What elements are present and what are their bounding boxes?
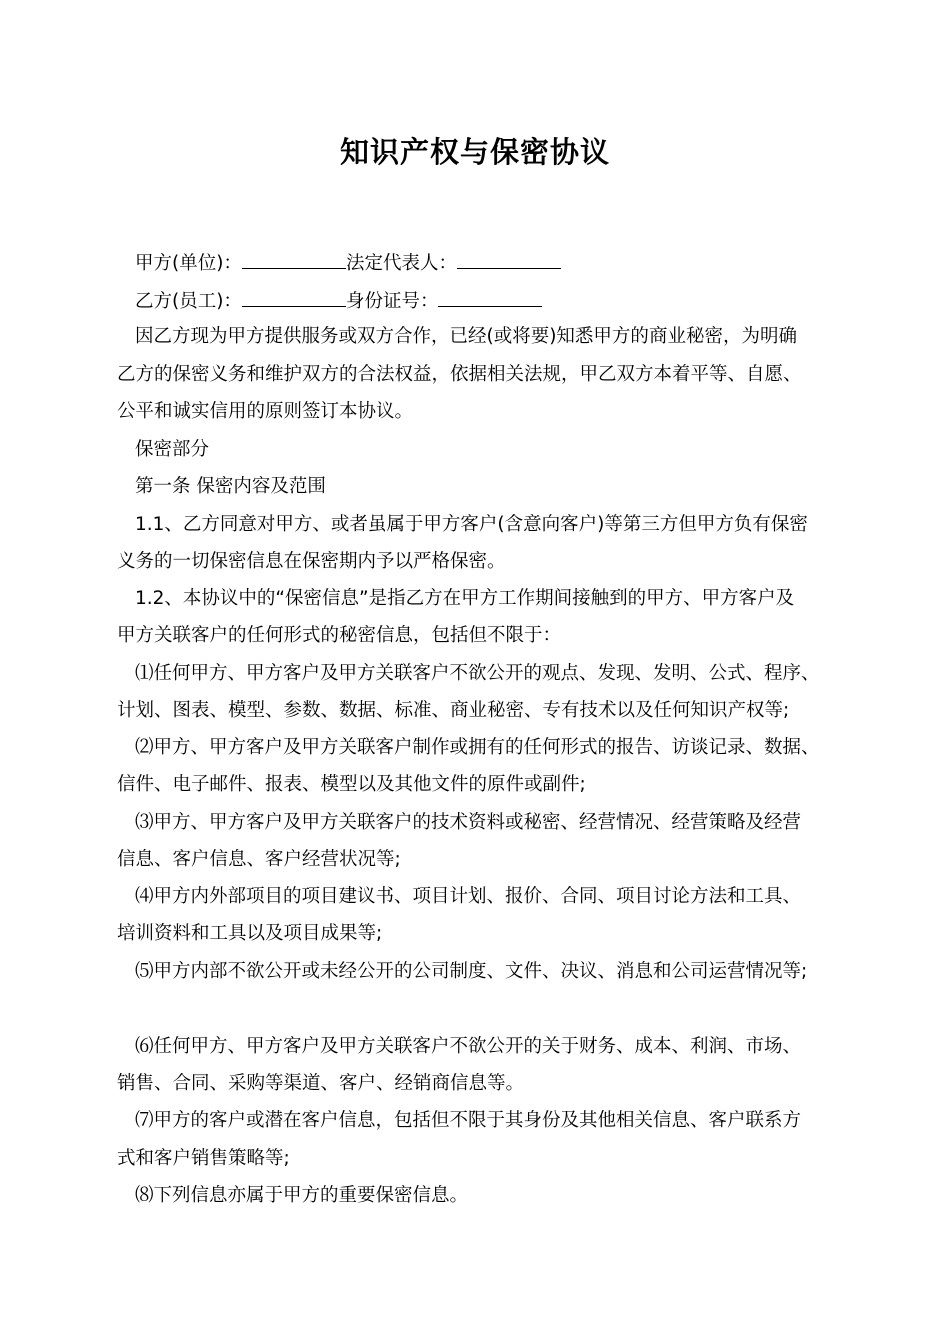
party-b-line	[135, 288, 542, 316]
list-item: ⑸甲方内部不欲公开或未经公开的公司制度、文件、决议、消息和公司运营情况等;	[135, 961, 808, 982]
list-item-continued: 计划、图表、模型、参数、数据、标准、商业秘密、专有技术以及任何知识产权等;	[117, 700, 790, 721]
list-item: ⑺甲方的客户或潜在客户信息，包括但不限于其身份及其他相关信息、客户联系方	[135, 1110, 802, 1131]
body-line: 义务的一切保密信息在保密期内予以严格保密。	[117, 551, 506, 572]
list-item-continued: 信件、电子邮件、报表、模型以及其他文件的原件或副件;	[117, 774, 586, 795]
body-line: 1.2、本协议中的“保密信息”是指乙方在甲方工作期间接触到的甲方、甲方客户及	[135, 588, 795, 609]
body-line: 甲方关联客户的任何形式的秘密信息，包括但不限于：	[117, 625, 562, 646]
party-a-line	[135, 250, 561, 278]
body-line: 乙方的保密义务和维护双方的合法权益，依据相关法规，甲乙双方本着平等、自愿、	[117, 364, 802, 385]
list-item-continued: 式和客户销售策略等;	[117, 1148, 290, 1169]
body-line: 1.1、乙方同意对甲方、或者虽属于甲方客户(含意向客户)等第三方但甲方负有保密	[135, 514, 808, 535]
list-item-continued: 销售、合同、采购等渠道、客户、经销商信息等。	[117, 1073, 525, 1094]
party-a-blank	[242, 250, 346, 269]
list-item-continued: 培训资料和工具以及项目成果等;	[117, 923, 383, 944]
party-b-label: 乙方(员工)：	[135, 291, 242, 312]
list-item-continued: 信息、客户信息、客户经营状况等;	[117, 849, 401, 870]
list-item: ⑶甲方、甲方客户及甲方关联客户的技术资料或秘密、经营情况、经营策略及经营	[135, 812, 802, 833]
party-b-id-blank	[438, 288, 542, 307]
list-item: ⑷甲方内外部项目的项目建议书、项目计划、报价、合同、项目讨论方法和工具、	[135, 886, 802, 907]
party-b-blank	[242, 288, 346, 307]
section-heading: 保密部分	[135, 439, 210, 460]
body-line: 因乙方现为甲方提供服务或双方合作，已经(或将要)知悉甲方的商业秘密，为明确	[135, 326, 797, 347]
party-a-rep-label: 法定代表人：	[345, 253, 457, 274]
list-item: ⑹任何甲方、甲方客户及甲方关联客户不欲公开的关于财务、成本、利润、市场、	[135, 1036, 802, 1057]
list-item: ⑵甲方、甲方客户及甲方关联客户制作或拥有的任何形式的报告、访谈记录、数据、	[135, 737, 820, 758]
list-item: ⑴任何甲方、甲方客户及甲方关联客户不欲公开的观点、发现、发明、公式、程序、	[135, 663, 820, 684]
list-item: ⑻下列信息亦属于甲方的重要保密信息。	[135, 1185, 469, 1206]
body-line: 公平和诚实信用的原则签订本协议。	[117, 401, 414, 422]
party-a-label: 甲方(单位)：	[135, 253, 242, 274]
article-heading: 第一条 保密内容及范围	[135, 476, 326, 497]
document-title: 知识产权与保密协议	[339, 135, 610, 169]
party-b-id-label: 身份证号：	[345, 291, 439, 312]
party-a-rep-blank	[457, 250, 561, 269]
